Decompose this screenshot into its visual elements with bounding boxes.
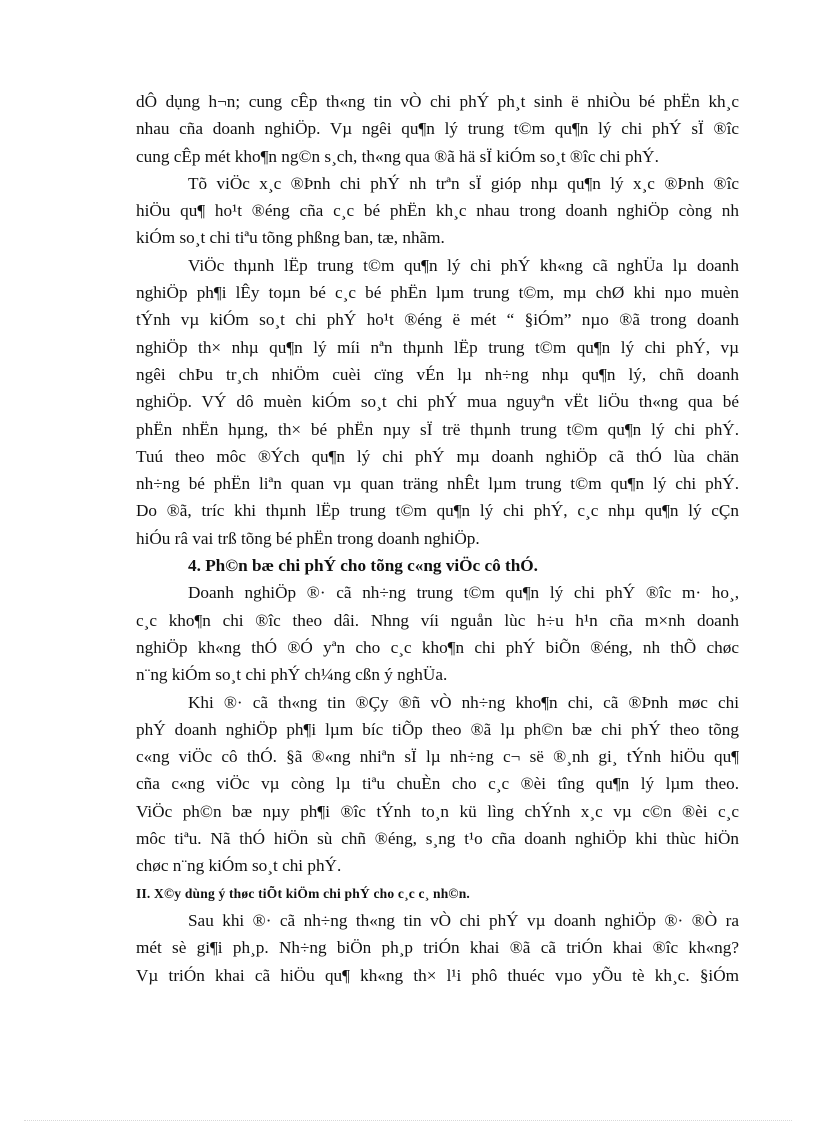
text-line: tÝnh vµ kiÓm so¸t chi phÝ ho¹t ®éng ë mét “ §iÓm” nµo ®ã trong doanh	[136, 310, 739, 330]
text-line: cung cÊp mét kho¶n ng©n s¸ch, th«ng qua ®ã hä sÏ kiÓm so¸t ®îc chi phÝ.	[136, 146, 659, 166]
paragraph-allocation-detail	[136, 689, 739, 880]
text-line: nghiÖp ph¶i lÊy toµn bé c¸c bé phËn lµm trung t©m, mµ chØ khi nµo muèn	[136, 283, 739, 303]
text-line: mét sè gi¶i ph¸p. Nh÷ng biÖn ph¸p triÓn khai ®ã cã triÓn khai ®îc kh«ng?	[136, 938, 739, 958]
text-line: n¨ng kiÓm so¸t chi phÝ ch¼ng cßn ý nghÜa.	[136, 665, 448, 685]
text-line: Do ®ã, tríc khi thµnh lËp trung t©m qu¶n lý chi phÝ, c¸c nhµ qu¶n lý cÇn	[136, 501, 739, 521]
paragraph-cost-center	[136, 252, 739, 552]
text-line: Tuú theo môc ®Ých qu¶n lý chi phÝ mµ doanh nghiÖp cã thÓ lùa chän	[136, 446, 739, 466]
text-line: phËn nhËn hµng, th× bé phËn nµy sÏ trë thµnh trung t©m qu¶n lý chi phÝ.	[136, 419, 739, 439]
text-line: nhau cña doanh nghiÖp. Vµ ngêi qu¶n lý trung t©m qu¶n lý chi phÝ sÏ ®îc	[136, 119, 739, 139]
text-line: dÔ dụng h¬n; cung cÊp th«ng tin vÒ chi phÝ ph¸t sinh ë nhiÒu bé phËn kh¸c	[136, 92, 739, 111]
text-line: nghiÖp kh«ng thÓ ®Ó yªn cho c¸c kho¶n chi phÝ biÕn ®éng, nh thÕ chøc	[136, 637, 739, 657]
text-line: Vµ triÓn khai cã hiÖu qu¶ kh«ng th× l¹i phô thuéc vµo yÕu tè kh¸c. §iÓm	[136, 965, 739, 985]
text-line: Sau khi ®· cã nh÷ng th«ng tin vÒ chi phÝ vµ doanh nghiÖp ®· ®Ò ra	[188, 910, 739, 930]
text-line: Doanh nghiÖp ®· cã nh÷ng trung t©m qu¶n lý chi phÝ ®îc m· ho¸,	[188, 583, 739, 603]
paragraph-cost-allocation	[136, 579, 739, 688]
text-line: ViÖc thµnh lËp trung t©m qu¶n lý chi phÝ kh«ng cã nghÜa lµ doanh	[188, 255, 739, 275]
text-line: Khi ®· cã th«ng tin ®Çy ®ñ vÒ nh÷ng kho¶n chi, cã ®Þnh møc chi	[188, 692, 739, 712]
text-line: hiÖu qu¶ ho¹t ®éng cña c¸c bé phËn kh¸c nhau trong doanh nghiÖp còng nh	[136, 201, 739, 221]
text-line: môc tiªu. Nã thÓ hiÖn sù chñ ®éng, s¸ng t¹o cña doanh nghiÖp khi thùc hiÖn	[136, 829, 739, 849]
document-page	[136, 88, 739, 989]
text-line: nh÷ng bé phËn liªn quan vµ quan träng nhÊt lµm trung t©m qu¶n lý chi phÝ.	[136, 474, 739, 494]
text-line: cña c«ng viÖc vµ còng lµ tiªu chuÈn cho c¸c ®èi tîng qu¶n lý lµm theo.	[136, 774, 739, 794]
text-line: nghiÖp th× nhµ qu¶n lý míi nªn thµnh lËp trung t©m qu¶n lý chi phÝ, vµ	[136, 337, 739, 357]
text-line: ViÖc ph©n bæ nµy ph¶i ®îc tÝnh to¸n kü lìng chÝnh x¸c vµ c©n ®èi c¸c	[136, 801, 739, 821]
section-heading-II: II. X©y dùng ý thøc tiÕt kiÖm chi phÝ cho c¸c c¸ nh©n.	[136, 885, 471, 901]
page-bottom-border	[24, 1120, 792, 1121]
paragraph-cost-determination	[136, 170, 739, 252]
text-line: c¸c kho¶n chi ®îc theo dâi. Nhng víi nguån lùc h÷u h¹n cña m×nh doanh	[136, 610, 739, 630]
text-line: kiÓm so¸t chi tiªu tõng phßng ban, tæ, nhãm.	[136, 228, 445, 248]
paragraph-cost-info	[136, 88, 739, 170]
text-line: ngêi chÞu tr¸ch nhiÖm cuèi cïng vÉn lµ nh÷ng nhµ qu¶n lý, chñ doanh	[136, 364, 739, 384]
text-line: c«ng viÖc cô thÓ. §ã ®«ng nhiªn sÏ lµ nh÷ng c¬ së ®¸nh gi¸ tÝnh hiÖu qu¶	[136, 747, 739, 767]
text-line: Tõ viÖc x¸c ®Þnh chi phÝ nh trªn sÏ gióp nhµ qu¶n lý x¸c ®Þnh ®îc	[188, 173, 739, 193]
text-line: hiÓu râ vai trß tõng bé phËn trong doanh nghiÖp.	[136, 528, 480, 548]
section-heading-4: 4. Ph©n bæ chi phÝ cho tõng c«ng viÖc cô thÓ.	[188, 556, 538, 576]
text-line: chøc n¨ng kiÓm so¸t chi phÝ.	[136, 856, 342, 876]
text-line: nghiÖp. VÝ dô muèn kiÓm so¸t chi phÝ mua nguyªn vËt liÖu th«ng qua bé	[136, 392, 739, 412]
text-line: phÝ doanh nghiÖp ph¶i lµm bíc tiÕp theo ®ã lµ ph©n bæ chi phÝ theo tõng	[136, 719, 739, 739]
paragraph-cost-awareness	[136, 907, 739, 989]
